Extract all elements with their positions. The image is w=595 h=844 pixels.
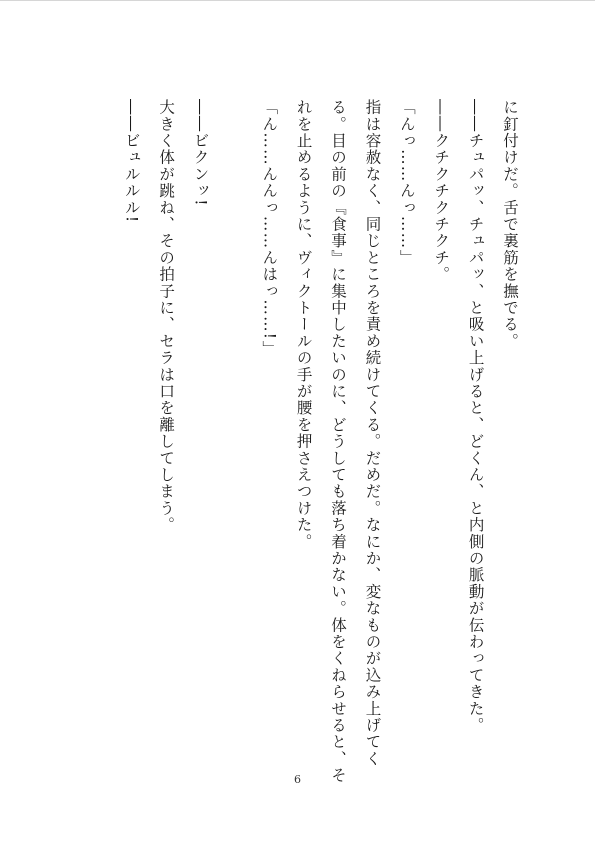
text-line: 大きく体が跳ね、その拍子に、セラは口を離してしまう。 [157,99,176,534]
text-line: ――クチクチクチクチ。 [432,99,451,283]
text-line: に釘付けだ。舌で裏筋を撫でる。 [501,99,519,350]
text-line: ――ビクンッ! [191,99,210,207]
text-line: ――ビュルルル! [122,99,141,224]
text-line: 「ん……んんっ……んはっ……!」 [260,99,279,357]
text-line: る。目の前の『食事』に集中したいのに、どうしても落ち着かない。体をくねらせると、そ [329,99,348,784]
text-line: 「んっ……んっ……」 [397,99,416,266]
vertical-text-block [121,99,521,784]
text-line: れを止めるように、ヴィクトールの手が腰を押さえつけた。 [294,99,313,550]
text-line: ――チュパッ、チュパッ、と吸い上げると、どくん、と内側の脈動が伝わってきた。 [466,99,485,734]
text-line: 指は容赦なく、同じところを責め続けてくる。だめだ。なにか、変なものが込み上げてく [363,99,382,767]
page-number: 6 [294,773,301,786]
blank-line [224,99,246,761]
